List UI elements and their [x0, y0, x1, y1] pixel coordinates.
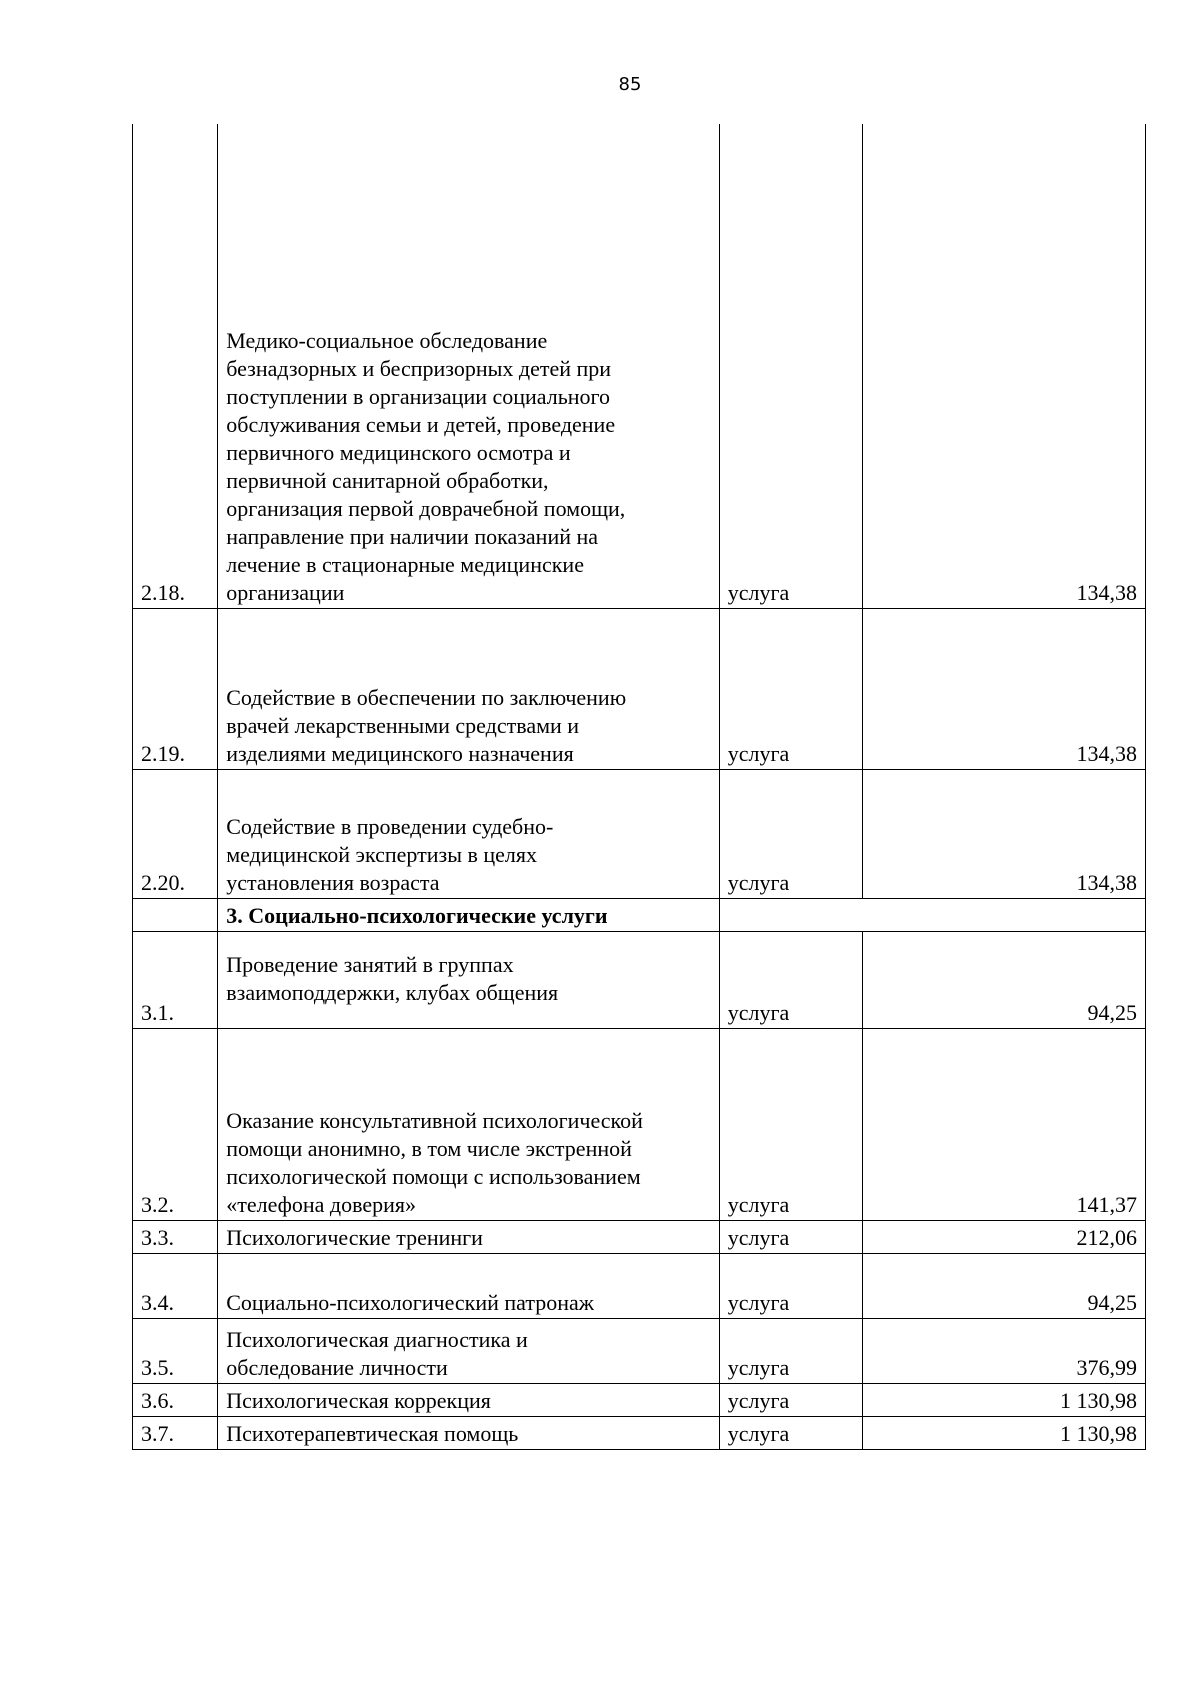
table-row — [133, 769, 1146, 898]
row-number: 3.1. — [133, 931, 218, 1028]
price-value: 1 130,98 — [863, 1416, 1146, 1449]
price-value: 376,99 — [863, 1318, 1146, 1383]
section-number-cell — [133, 898, 218, 931]
service-name: Психологическая коррекция — [218, 1383, 719, 1416]
price-value: 134,38 — [863, 608, 1146, 769]
row-number: 2.20. — [133, 769, 218, 898]
unit-of-measure: услуга — [719, 608, 862, 769]
unit-of-measure: услуга — [719, 1220, 862, 1253]
table-row — [133, 124, 1146, 608]
price-value: 212,06 — [863, 1220, 1146, 1253]
service-name: Психологические тренинги — [218, 1220, 719, 1253]
row-number: 3.7. — [133, 1416, 218, 1449]
unit-of-measure: услуга — [719, 1253, 862, 1318]
table-row — [133, 1318, 1146, 1383]
table-row — [133, 1028, 1146, 1220]
price-value: 134,38 — [863, 124, 1146, 608]
unit-of-measure: услуга — [719, 1383, 862, 1416]
table-row — [133, 1253, 1146, 1318]
unit-of-measure: услуга — [719, 1028, 862, 1220]
services-price-table — [132, 124, 1146, 1450]
table-row — [133, 931, 1146, 1028]
price-value: 94,25 — [863, 931, 1146, 1028]
row-number: 3.6. — [133, 1383, 218, 1416]
table-row — [133, 1383, 1146, 1416]
row-number: 3.4. — [133, 1253, 218, 1318]
row-number: 2.19. — [133, 608, 218, 769]
section-header-row — [133, 898, 1146, 931]
unit-of-measure: услуга — [719, 931, 862, 1028]
service-name: Содействие в обеспечении по заключению врачей лекарственными средствами и изделиями медицинского назначения — [218, 608, 719, 769]
section-blank-cell — [719, 898, 1145, 931]
row-number: 3.5. — [133, 1318, 218, 1383]
price-value: 1 130,98 — [863, 1383, 1146, 1416]
table-row — [133, 1416, 1146, 1449]
unit-of-measure: услуга — [719, 1318, 862, 1383]
service-name: Психотерапевтическая помощь — [218, 1416, 719, 1449]
page-number: 85 — [618, 74, 642, 95]
row-number: 3.3. — [133, 1220, 218, 1253]
service-name: Психологическая диагностика и обследование личности — [218, 1318, 719, 1383]
unit-of-measure: услуга — [719, 124, 862, 608]
service-name: Медико-социальное обследование безнадзорных и беспризорных детей при поступлении в организации социального обслуживания семьи и детей, проведение первичного медицинского осмотра и первичной санитарной обработки, организация первой доврачебной помощи, направление при наличии показаний на лечение в стационарные медицинские организации — [218, 124, 719, 608]
table-row — [133, 1220, 1146, 1253]
unit-of-measure: услуга — [719, 1416, 862, 1449]
service-name: Содействие в проведении судебно- медицинской экспертизы в целях установления возраста — [218, 769, 719, 898]
row-number: 2.18. — [133, 124, 218, 608]
section-title: 3. Социально-психологические услуги — [218, 898, 719, 931]
row-number: 3.2. — [133, 1028, 218, 1220]
price-value: 94,25 — [863, 1253, 1146, 1318]
service-name: Проведение занятий в группах взаимоподдержки, клубах общения — [218, 931, 719, 1028]
service-name: Социально-психологический патронаж — [218, 1253, 719, 1318]
unit-of-measure: услуга — [719, 769, 862, 898]
service-name: Оказание консультативной психологической помощи анонимно, в том числе экстренной психологической помощи с использованием «телефона доверия» — [218, 1028, 719, 1220]
price-value: 141,37 — [863, 1028, 1146, 1220]
table-row — [133, 608, 1146, 769]
price-value: 134,38 — [863, 769, 1146, 898]
